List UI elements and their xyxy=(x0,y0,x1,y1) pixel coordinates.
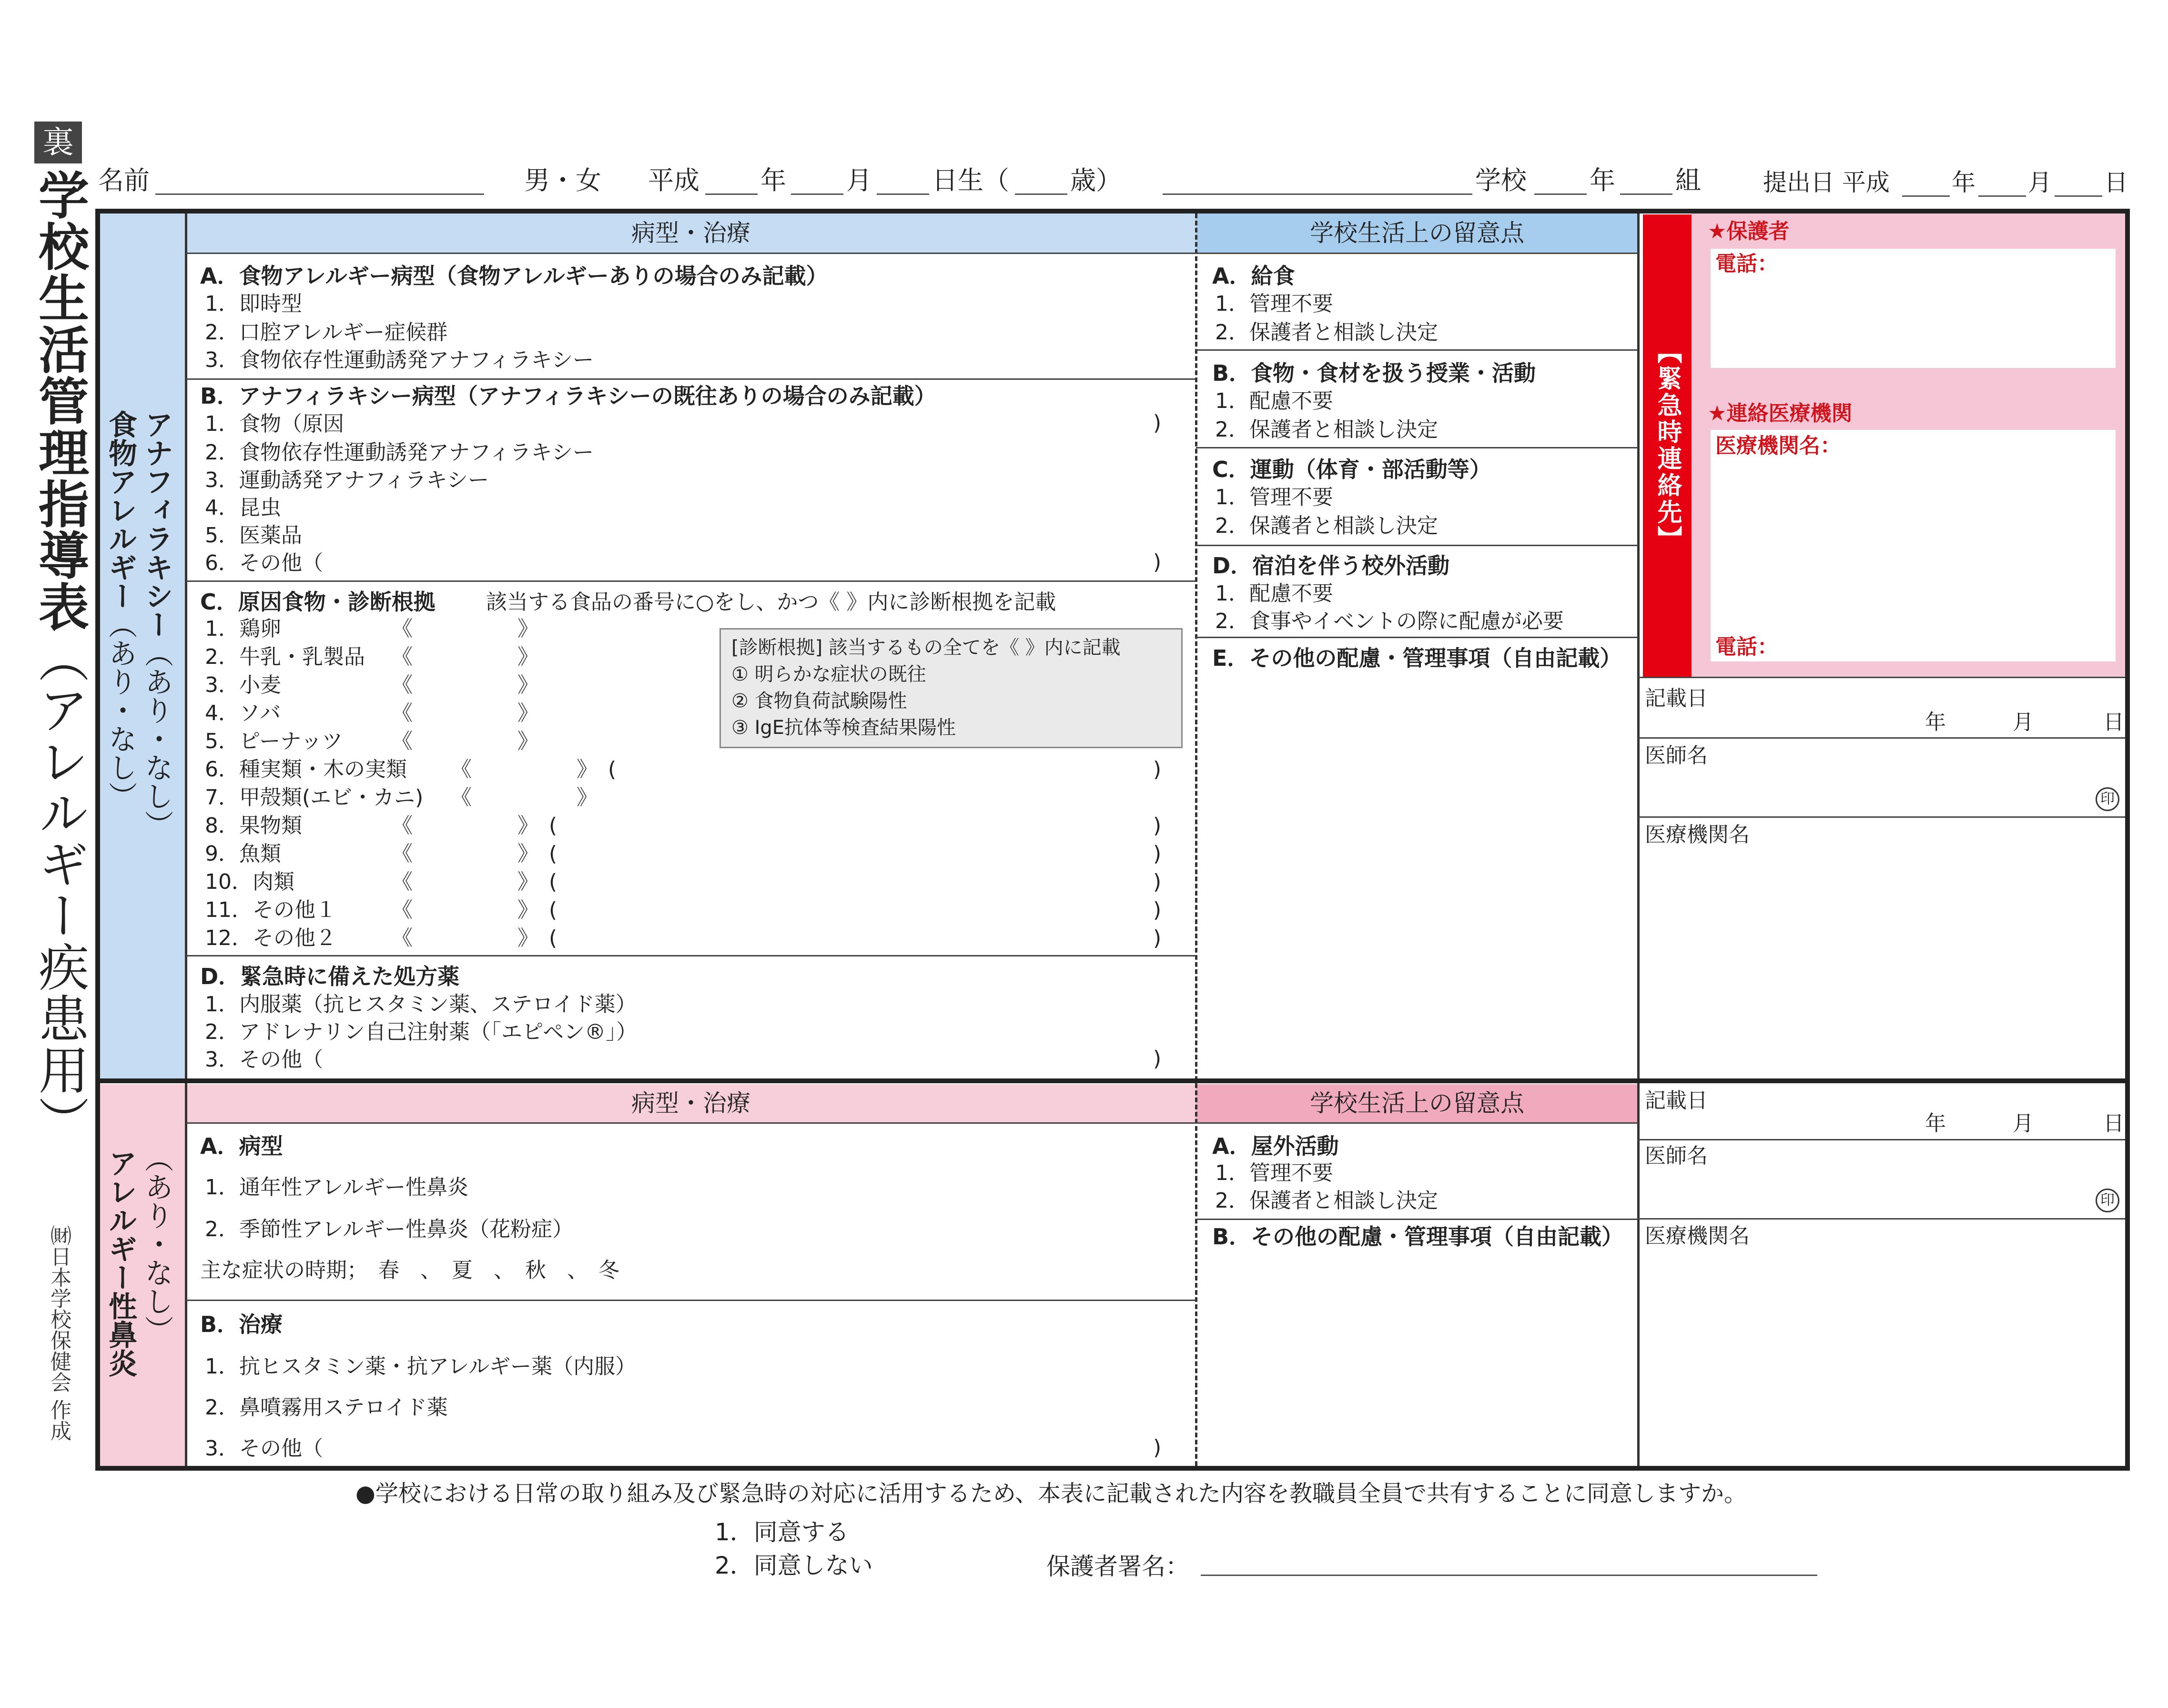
birth-month-label: 月 xyxy=(846,165,872,195)
consent-question: ●学校における日常の取り組み及び緊急時の対応に活用するため、本表に記載された内容を教職員全員で共有することに同意しますか。 xyxy=(355,1480,1747,1507)
food-c-item-4[interactable]: 4．ソバ xyxy=(205,701,281,725)
gender-choice[interactable]: 男・女 xyxy=(524,165,601,195)
food-c-item-7[interactable]: 7．甲殻類(エビ・カニ) xyxy=(205,785,424,810)
rhinitis-a-item-1[interactable]: 1．通年性アレルギー性鼻炎 xyxy=(205,1175,469,1200)
food-b-item-4[interactable]: 4．昆虫 xyxy=(205,496,281,520)
grade-field[interactable] xyxy=(1534,193,1587,195)
birth-day-label: 日生（ xyxy=(932,165,1009,195)
rhinitis-season[interactable]: 主な症状の時期； 春 、 夏 、 秋 、 冬 xyxy=(200,1258,619,1282)
name-label: 名前 xyxy=(98,165,150,195)
rhinitis-school-a-item-1[interactable]: 1．管理不要 xyxy=(1215,1161,1333,1185)
back-side-badge: 裏 xyxy=(34,122,82,163)
record-day-label: 日 xyxy=(2103,1111,2124,1136)
form-title-main: 学校生活管理指導表 xyxy=(30,169,89,632)
record-date-line xyxy=(1638,737,2125,739)
close-paren: ) xyxy=(1153,550,1162,574)
school-d-item-2[interactable]: 2．食事やイベントの際に配慮が必要 xyxy=(1215,609,1564,633)
rhinitis-header-line xyxy=(186,1122,1196,1124)
food-c-item-6[interactable]: 6．種実類・木の実類 xyxy=(205,757,407,782)
guardian-signature-label: 保護者署名： xyxy=(1046,1553,1189,1580)
rhinitis-choice[interactable]: （あり・なし） xyxy=(140,1144,173,1344)
diagnosis-bracket[interactable]: 《 》 ( xyxy=(392,898,557,922)
food-c-item-1[interactable]: 1．鶏卵 xyxy=(205,617,281,641)
rhinitis-a-title: A．病型 xyxy=(200,1133,283,1159)
food-c-item-8[interactable]: 8．果物類 xyxy=(205,813,302,838)
food-b-item-1[interactable]: 1．食物（原因 xyxy=(205,412,344,436)
emergency-contact-label: 【緊急時連絡先】 xyxy=(1643,214,1692,677)
age-field[interactable] xyxy=(1015,193,1067,195)
record-year-label: 年 xyxy=(1925,1111,1946,1136)
food-b-title: B．アナフィラキシー病型（アナフィラキシーの既往ありの場合のみ記載） xyxy=(200,383,936,409)
consent-disagree-option[interactable]: 2．同意しない xyxy=(715,1552,873,1579)
rhinitis-school-header-line xyxy=(1196,1122,1638,1124)
diagnosis-bracket[interactable]: 《 》 xyxy=(392,617,538,641)
food-a-title: A．食物アレルギー病型（食物アレルギーありの場合のみ記載） xyxy=(200,263,828,289)
school-b-item-1[interactable]: 1．配慮不要 xyxy=(1215,389,1333,413)
hospital-label: ★連絡医療機関 xyxy=(1708,401,1853,426)
close-paren: ) xyxy=(1153,1047,1162,1071)
rhinitis-a-item-2[interactable]: 2．季節性アレルギー性鼻炎（花粉症） xyxy=(205,1217,574,1241)
food-c-item-9[interactable]: 9．魚類 xyxy=(205,842,281,866)
submit-year-label: 年 xyxy=(1952,169,1976,196)
close-paren: ) xyxy=(1153,757,1162,782)
close-paren: ) xyxy=(1153,1435,1162,1460)
rhinitis-choice-label xyxy=(139,1144,174,1344)
close-paren: ) xyxy=(1153,411,1162,435)
birth-year-label: 年 xyxy=(760,165,786,195)
food-allergy-choice[interactable]: （あり・なし） xyxy=(104,610,137,810)
rhinitis-school-a-title: A．屋外活動 xyxy=(1212,1133,1339,1159)
diagnosis-bracket[interactable]: 《 》 ( xyxy=(392,870,557,894)
record2-doctor-line xyxy=(1638,1218,2125,1220)
record-month-label: 月 xyxy=(2013,1111,2034,1136)
diagnosis-bracket[interactable]: 《 》 ( xyxy=(451,757,617,782)
class-field[interactable] xyxy=(1620,193,1672,195)
school-a-title: A．給食 xyxy=(1212,263,1295,289)
diagnosis-basis-item-1: ① 明らかな症状の既往 xyxy=(731,663,926,685)
rhinitis-school-a-line xyxy=(1196,1219,1638,1220)
institution-label: 医療機関名 xyxy=(1645,823,1750,847)
diagnosis-bracket[interactable]: 《 》 ( xyxy=(392,926,557,950)
food-treatment-header: 病型・治療 xyxy=(631,219,750,247)
consent-agree-option[interactable]: 1．同意する xyxy=(715,1518,849,1546)
school-header-line xyxy=(1196,253,1638,254)
food-allergy-label: 食物アレルギー xyxy=(104,410,137,610)
school-a-item-2[interactable]: 2．保護者と相談し決定 xyxy=(1215,320,1438,345)
rhinitis-school-a-item-2[interactable]: 2．保護者と相談し決定 xyxy=(1215,1189,1438,1213)
food-c-item-12[interactable]: 12．その他２ xyxy=(205,926,336,950)
close-paren: ) xyxy=(1153,898,1162,922)
form-title-sub: （アレルギー疾患用） xyxy=(30,632,89,1147)
anaphylaxis-choice[interactable]: （あり・なし） xyxy=(140,639,173,839)
diagnosis-bracket[interactable]: 《 》 ( xyxy=(392,842,557,866)
school-a-line xyxy=(1196,349,1638,351)
school-e-free-text[interactable] xyxy=(1206,677,1630,1072)
school-c-item-1[interactable]: 1．管理不要 xyxy=(1215,485,1333,509)
institution-label: 医療機関名 xyxy=(1645,1224,1750,1248)
food-c-item-10[interactable]: 10．肉類 xyxy=(205,870,294,894)
name-field[interactable] xyxy=(155,193,484,195)
rhinitis-b-title: B．治療 xyxy=(200,1312,283,1337)
record-day-label: 日 xyxy=(2103,710,2124,734)
record-top-line xyxy=(1638,677,2125,678)
submit-year-field[interactable] xyxy=(1902,195,1950,197)
school-b-title: B．食物・食材を扱う授業・活動 xyxy=(1212,360,1536,386)
school-a-item-1[interactable]: 1．管理不要 xyxy=(1215,292,1333,316)
school-d-line xyxy=(1196,637,1638,638)
diagnosis-bracket[interactable]: 《 》 xyxy=(392,673,538,697)
food-d-item-2[interactable]: 2．アドレナリン自己注射薬（「エピペン®」） xyxy=(205,1020,638,1044)
anaphylaxis-side-label xyxy=(139,410,174,839)
food-school-header: 学校生活上の留意点 xyxy=(1310,219,1524,247)
form-title xyxy=(31,169,88,1147)
diagnosis-basis-item-2: ② 食物負荷試験陽性 xyxy=(731,690,907,712)
food-b-item-3[interactable]: 3．運動誘発アナフィラキシー xyxy=(205,468,489,492)
close-paren: ) xyxy=(1153,842,1162,866)
rhinitis-label: アレルギー性鼻炎 xyxy=(104,1149,137,1377)
seal-mark: 印 xyxy=(2096,787,2119,811)
section-divider xyxy=(100,1078,2125,1083)
side-divider xyxy=(185,214,187,1466)
food-b-item-5[interactable]: 5．医薬品 xyxy=(205,523,302,548)
rhinitis-b-item-2[interactable]: 2．鼻噴霧用ステロイド薬 xyxy=(205,1395,448,1420)
food-c-item-5[interactable]: 5．ピーナッツ xyxy=(205,729,343,753)
diagnosis-bracket[interactable]: 《 》 xyxy=(451,785,598,810)
rhinitis-side-label xyxy=(103,1149,138,1377)
food-c-item-11[interactable]: 11．その他１ xyxy=(205,898,336,922)
birth-year-field[interactable] xyxy=(705,193,758,195)
birth-day-field[interactable] xyxy=(877,193,929,195)
school-d-item-1[interactable]: 1．配慮不要 xyxy=(1215,581,1333,606)
food-c-note: 該当する食品の番号に○をし、かつ《 》内に診断根拠を記載 xyxy=(486,590,1056,614)
school-name-field[interactable] xyxy=(1163,193,1472,195)
close-paren: ) xyxy=(1153,813,1162,838)
diagnosis-basis-title: [診断根拠] 該当するもの全てを《 》内に記載 xyxy=(731,637,1121,659)
diagnosis-basis-item-3: ③ IgE抗体等検査結果陽性 xyxy=(731,717,956,739)
rhinitis-b-item-3[interactable]: 3．その他（ xyxy=(205,1436,323,1461)
food-c-title: C．原因食物・診断根拠 xyxy=(200,589,436,615)
diagnosis-basis-box xyxy=(719,628,1183,748)
publisher-credit: ㈶日本学校保健会 作成 xyxy=(47,1225,71,1441)
school-d-title: D．宿泊を伴う校外活動 xyxy=(1212,553,1450,579)
submit-month-label: 月 xyxy=(2028,169,2052,196)
hospital-name-label: 医療機関名： xyxy=(1715,434,1841,458)
school-c-line xyxy=(1196,545,1638,546)
birth-era-label: 平成 xyxy=(648,165,699,195)
record-year-label: 年 xyxy=(1925,710,1946,734)
food-a-item-2[interactable]: 2．口腔アレルギー症候群 xyxy=(205,320,448,345)
grade-label: 年 xyxy=(1590,165,1615,195)
food-header-line xyxy=(186,253,1196,254)
diagnosis-bracket[interactable]: 《 》 xyxy=(392,729,538,753)
food-d-title: D．緊急時に備えた処方薬 xyxy=(200,964,460,989)
rhinitis-school-b-free-text[interactable] xyxy=(1206,1258,1630,1458)
close-paren: ) xyxy=(1153,870,1162,894)
treatment-school-divider xyxy=(1195,214,1197,1466)
food-a-item-1[interactable]: 1．即時型 xyxy=(205,292,302,316)
school-record-divider xyxy=(1637,214,1640,1466)
food-d-item-1[interactable]: 1．内服薬（抗ヒスタミン薬、ステロイド薬） xyxy=(205,992,637,1017)
submit-date-label: 提出日 平成 xyxy=(1763,169,1890,196)
seal-mark: 印 xyxy=(2096,1189,2119,1212)
close-paren: ) xyxy=(1153,926,1162,950)
doctor-name-label: 医師名 xyxy=(1645,1144,1708,1168)
food-b-item-6[interactable]: 6．その他（ xyxy=(205,551,323,575)
food-c-item-2[interactable]: 2．牛乳・乳製品 xyxy=(205,645,365,669)
anaphylaxis-label: アナフィラキシー xyxy=(140,410,173,639)
submit-day-label: 日 xyxy=(2104,169,2128,196)
food-b-item-2[interactable]: 2．食物依存性運動誘発アナフィラキシー xyxy=(205,440,594,465)
record-date-label: 記載日 xyxy=(1645,1088,1708,1113)
school-e-title: E．その他の配慮・管理事項（自由記載） xyxy=(1212,645,1622,671)
diagnosis-bracket[interactable]: 《 》 ( xyxy=(392,813,557,838)
rhinitis-school-header: 学校生活上の留意点 xyxy=(1310,1089,1524,1117)
guardian-phone-label: 電話： xyxy=(1715,252,1778,276)
submit-month-field[interactable] xyxy=(1978,195,2026,197)
diagnosis-bracket[interactable]: 《 》 xyxy=(392,701,538,725)
school-c-title: C．運動（体育・部活動等） xyxy=(1212,457,1491,482)
food-c-line xyxy=(186,955,1196,956)
rhinitis-school-b-title: B．その他の配慮・管理事項（自由記載） xyxy=(1212,1224,1624,1250)
record-month-label: 月 xyxy=(2013,710,2034,734)
record-date-label: 記載日 xyxy=(1645,686,1708,711)
guardian-signature-field[interactable] xyxy=(1201,1575,1817,1576)
birth-month-field[interactable] xyxy=(791,193,843,195)
school-b-line xyxy=(1196,447,1638,448)
food-d-item-3[interactable]: 3．その他（ xyxy=(205,1047,323,1072)
record-doctor-line xyxy=(1638,816,2125,818)
food-b-line xyxy=(186,580,1196,582)
diagnosis-bracket[interactable]: 《 》 xyxy=(392,645,538,669)
submit-day-field[interactable] xyxy=(2055,195,2102,197)
rhinitis-a-line xyxy=(186,1300,1196,1301)
doctor-name-label: 医師名 xyxy=(1645,743,1708,768)
school-b-item-2[interactable]: 2．保護者と相談し決定 xyxy=(1215,417,1438,442)
rhinitis-treatment-header: 病型・治療 xyxy=(631,1089,750,1117)
food-c-item-3[interactable]: 3．小麦 xyxy=(205,673,281,697)
rhinitis-b-item-1[interactable]: 1．抗ヒスタミン薬・抗アレルギー薬（内服） xyxy=(205,1354,637,1379)
age-label: 歳） xyxy=(1070,165,1122,195)
school-c-item-2[interactable]: 2．保護者と相談し決定 xyxy=(1215,514,1438,538)
food-a-line xyxy=(186,378,1196,380)
record2-date-line xyxy=(1638,1139,2125,1140)
school-label: 学校 xyxy=(1475,165,1527,195)
food-allergy-side-label xyxy=(103,410,138,810)
guardian-label: ★保護者 xyxy=(1708,219,1790,244)
food-a-item-3[interactable]: 3．食物依存性運動誘発アナフィラキシー xyxy=(205,348,594,372)
class-label: 組 xyxy=(1675,165,1701,195)
hospital-phone-label: 電話： xyxy=(1715,635,1778,659)
